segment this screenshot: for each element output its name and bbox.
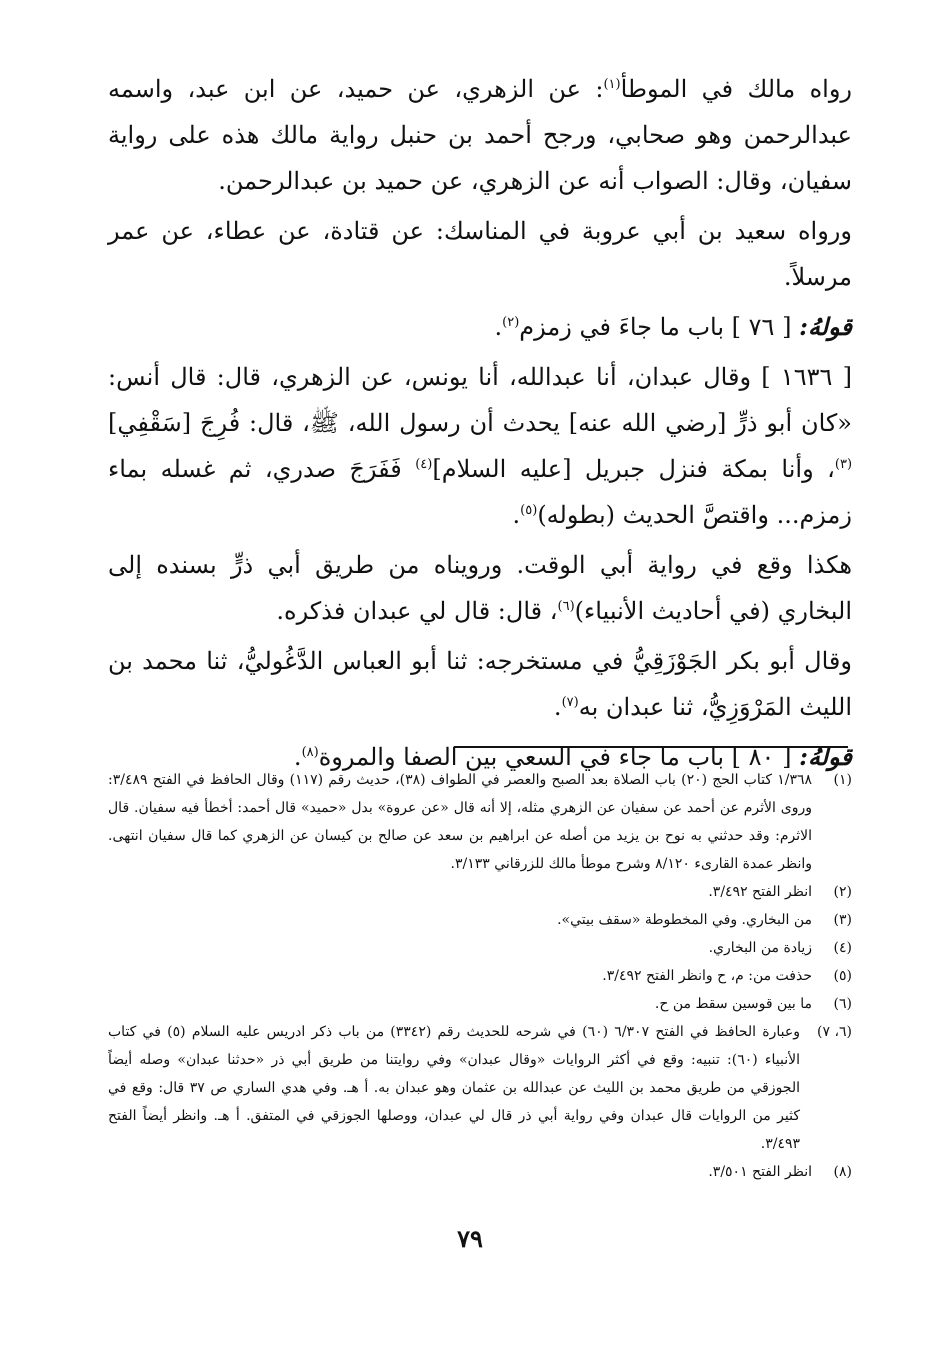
footnote-number: (٨) <box>833 1164 852 1180</box>
footnote-text: من البخاري. وفي المخطوطة «سقف بيتي». <box>557 912 812 928</box>
footnote-item <box>108 1018 852 1158</box>
footnote-number: (٣) <box>833 912 852 928</box>
hadith-1636: [ ١٦٣٦ ] وقال عبدان، أنا عبدالله، أنا يونس، عن الزهري، قال: قال أنس: «كان أبو ذرٍّ [رضي الله عنه] يحدث أن رسول الله، ﷺ، قال: فُرِجَ [سَقْفِي]$^{(٣)}$، وأنا بمكة فنزل جبريل [عليه السلام]$^{(٤)}$ فَفَرَجَ صدري، ثم غسله بماء زمزم... واقتصَّ الحديث (بطوله)$^{(٥)}$. <box>108 363 853 529</box>
footnotes <box>108 766 852 1186</box>
footnote-ref-3[interactable]: (٣) <box>834 457 853 472</box>
footnote-number: (٤) <box>833 940 852 956</box>
chapter-heading-safa-marwa: قولهُ: [ ٨٠ ] باب ما جاء في السعي بين الصفا والمروة$^{(٨)}$. <box>293 742 852 771</box>
footnote-number: (٥) <box>833 968 852 984</box>
paragraph-muwatta: رواه مالك في الموطأ$^{(١)}$: عن الزهري، عن حميد، عن ابن عبد، واسمه عبدالرحمن وهو صحابي، ورجح أحمد بن حنبل رواية مالك هذه على رواية سفيان، وقال: الصواب أنه عن الزهري، عن حميد بن عبدالرحمن. <box>108 75 852 195</box>
footnote-number: (١) <box>833 772 852 788</box>
footnote-text: انظر الفتح ٣/٤٩٢. <box>708 884 812 900</box>
footnote-item <box>108 1158 852 1186</box>
footnote-item <box>108 934 852 962</box>
footnote-item <box>108 962 852 990</box>
footnote-number: (٦) <box>833 996 852 1012</box>
footnote-item <box>108 766 852 878</box>
footnote-item <box>108 990 852 1018</box>
footnote-ref-5[interactable]: (٥) <box>520 503 538 518</box>
footnote-item <box>108 906 852 934</box>
footnote-text: انظر الفتح ٣/٥٠١. <box>708 1164 812 1180</box>
footnote-ref-1[interactable]: (١) <box>603 77 621 92</box>
main-text <box>108 66 852 784</box>
footnote-ref-2[interactable]: (٢) <box>502 315 520 330</box>
footnote-text: زيادة من البخاري. <box>708 940 812 956</box>
footnote-number: (٦، ٧) <box>817 1024 852 1040</box>
page-number: ٧٩ <box>457 1224 483 1253</box>
footnote-ref-8[interactable]: (٨) <box>301 745 319 760</box>
paragraph-abu-al-waqt: هكذا وقع في رواية أبي الوقت. ورويناه من طريق أبي ذرٍّ بسنده إلى البخاري (في أحاديث الأنبياء)$^{(٦)}$، قال: قال لي عبدان فذكره. <box>108 551 852 625</box>
footnote-text: ما بين قوسين سقط من ح. <box>654 996 812 1012</box>
qawluhu-label: قولهُ: <box>799 742 852 771</box>
footnote-text: ١/٣٦٨ كتاب الحج (٢٠) باب الصلاة بعد الصبح والعصر في الطواف (٣٨)، حديث رقم (١١٧) وقال الحافظ في الفتح ٣/٤٨٩: وروى الأثرم عن أحمد عن سفيان عن الزهري مثله، إلا أنه قال «عن عروة» بدل «حميد» قال أحمد: أخطأ فيه سفيان. قال الاثرم: وقد حدثني به نوح بن يزيد من أصله عن ابراهيم بن سعد عن صالح بن كيسان عن الزهري كما قال سفيان انتهى. وانظر عمدة القارىء ٨/١٢٠ وشرح موطأ مالك للزرقاني ٣/١٣٣. <box>108 772 812 872</box>
footnote-text: حذفت من: م، ح وانظر الفتح ٣/٤٩٢. <box>602 968 812 984</box>
footnote-ref-7[interactable]: (٧) <box>561 695 579 710</box>
paragraph-said-ibn-abi-aruba: ورواه سعيد بن أبي عروبة في المناسك: عن قتادة، عن عطاء، عن عمر مرسلاً. <box>108 217 852 291</box>
footnote-divider <box>454 746 848 748</box>
footnote-item <box>108 878 852 906</box>
footnote-number: (٢) <box>833 884 852 900</box>
footnote-ref-6[interactable]: (٦) <box>557 599 575 614</box>
qawluhu-label: قولهُ: <box>799 312 852 341</box>
footnote-ref-4[interactable]: (٤) <box>415 457 433 472</box>
footnote-text: وعبارة الحافظ في الفتح ٦/٣٠٧ (٦٠) في شرحه للحديث رقم (٣٣٤٢) من باب ذكر ادريس عليه السلام (٥) في كتاب الأنبياء (٦٠): تنبيه: وقع في أكثر الروايات «وقال عبدان» وفي روايتنا من طريق أبي ذر «حدثنا عبدان» وصله أيضاً الجوزقي من طريق محمد بن الليث عن عبدالله بن عثمان وهو عبدان به. أ هـ. وفي هدي الساري ص ٣٧ قال: وقع في كثير من الروايات قال عبدان وفي رواية أبي ذر قال لي عبدان، ووصلها الجوزقي في المتفق. أ هـ. وانظر أيضاً الفتح ٣/٤٩٣. <box>108 1024 800 1152</box>
paragraph-jawzaqi: وقال أبو بكر الجَوْزَقِيُّ في مستخرجه: ثنا أبو العباس الدَّغُوليُّ، ثنا محمد بن الليث المَرْوَزِيُّ، ثنا عبدان به$^{(٧)}$. <box>108 647 852 721</box>
chapter-heading-zamzam: قولهُ: [ ٧٦ ] باب ما جاءَ في زمزم$^{(٢)}$. <box>494 312 852 341</box>
